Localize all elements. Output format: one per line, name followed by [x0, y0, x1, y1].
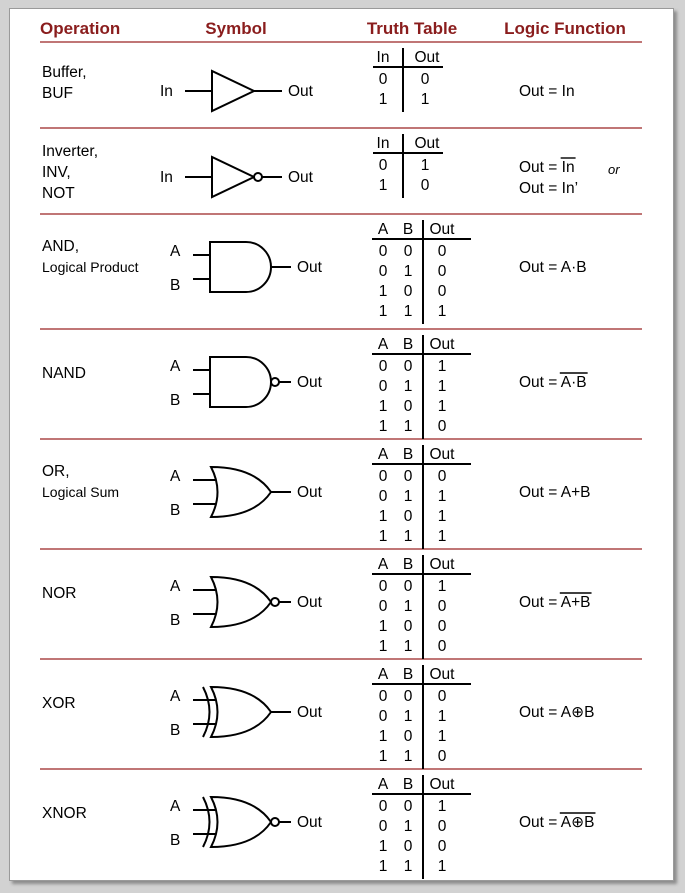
truth-table-cell: 1 — [437, 488, 447, 505]
logic-function — [519, 259, 587, 276]
truth-table-cell: 0 — [420, 71, 430, 88]
truth-table-cell: 1 — [378, 858, 388, 875]
truth-table-cell: 1 — [403, 418, 413, 435]
truth-table-cell: 0 — [403, 728, 413, 745]
output-label: Out — [297, 704, 322, 721]
truth-table-header: Out — [414, 135, 440, 152]
buffer-gate-icon — [160, 71, 314, 111]
truth-table-cell: 1 — [403, 378, 413, 395]
logic-function-expression — [519, 594, 591, 611]
truth-table-header: B — [402, 556, 414, 573]
truth-table-cell: 1 — [378, 283, 388, 300]
gate-row-buffer — [40, 48, 642, 128]
truth-table-header: B — [402, 776, 414, 793]
operation-name: Buffer, — [42, 64, 87, 81]
truth-table-cell: 0 — [420, 177, 430, 194]
truth-table-cell: 1 — [403, 528, 413, 545]
truth-table-cell: 0 — [403, 508, 413, 525]
xor-extra-curve — [203, 797, 210, 847]
operation-name: NOT — [42, 185, 75, 202]
truth-table-cell: 0 — [437, 243, 447, 260]
input-label-b: B — [170, 502, 181, 519]
function-prefix: Out = — [519, 259, 561, 276]
gate-row-xnor — [42, 775, 595, 879]
truth-table-cell: 1 — [378, 728, 388, 745]
truth-table — [373, 48, 443, 112]
gate-body — [212, 71, 254, 111]
function-expression: A⊕B — [560, 704, 595, 721]
header-logic-function: Logic Function — [504, 19, 626, 38]
logic-function-expression — [519, 374, 587, 391]
function-expression: A⊕B — [560, 814, 595, 831]
truth-table-cell: 1 — [437, 378, 447, 395]
logic-gates-reference-card — [9, 8, 674, 881]
truth-table-cell: 0 — [403, 468, 413, 485]
truth-table-cell: 0 — [437, 688, 447, 705]
truth-table-cell: 1 — [378, 418, 388, 435]
truth-table-header: In — [376, 135, 390, 152]
truth-table-cell: 0 — [437, 263, 447, 280]
truth-table-header: Out — [429, 776, 455, 793]
output-label: Out — [297, 814, 322, 831]
truth-table-cell: 0 — [378, 688, 388, 705]
logic-function — [519, 484, 591, 501]
truth-table — [372, 775, 471, 879]
gate-body — [211, 687, 271, 737]
function-expression: In’ — [561, 180, 579, 197]
function-prefix: Out = — [519, 83, 562, 100]
operation-subtitle: Logical Product — [42, 259, 139, 275]
truth-table-header: A — [377, 446, 389, 463]
truth-table-cell: 0 — [378, 71, 388, 88]
input-label-b: B — [170, 612, 181, 629]
truth-table-cell: 1 — [437, 358, 447, 375]
truth-table-cell: 0 — [378, 578, 388, 595]
logic-function — [519, 83, 575, 100]
or-gate-icon — [170, 467, 323, 519]
gate-row-xor — [40, 665, 642, 769]
truth-table-cell: 0 — [403, 243, 413, 260]
input-label: In — [160, 83, 173, 100]
truth-table-cell: 1 — [437, 528, 447, 545]
function-expression: A·B — [560, 374, 587, 391]
truth-table-header: A — [377, 336, 389, 353]
truth-table-cell: 1 — [437, 858, 447, 875]
truth-table-cell: 0 — [437, 418, 447, 435]
truth-table — [372, 665, 471, 769]
truth-table-cell: 1 — [437, 578, 447, 595]
truth-table-cell: 1 — [403, 488, 413, 505]
truth-table-header: A — [377, 776, 389, 793]
truth-table-header: Out — [429, 666, 455, 683]
truth-table-header: In — [376, 49, 390, 66]
nor-gate-icon — [170, 577, 323, 629]
function-prefix: Out = — [519, 180, 562, 197]
inverter-gate-icon — [160, 157, 314, 197]
truth-table-cell: 0 — [437, 283, 447, 300]
input-label-b: B — [170, 832, 181, 849]
truth-table-header: Out — [429, 336, 455, 353]
truth-table-cell: 0 — [378, 798, 388, 815]
truth-table-cell: 1 — [378, 508, 388, 525]
operation-name: XNOR — [42, 805, 87, 822]
truth-table-header: Out — [429, 221, 455, 238]
truth-table-cell: 0 — [437, 618, 447, 635]
truth-table-cell: 0 — [378, 708, 388, 725]
truth-table-cell: 1 — [403, 748, 413, 765]
truth-table-cell: 1 — [403, 708, 413, 725]
truth-table-cell: 1 — [378, 748, 388, 765]
function-prefix: Out = — [519, 484, 561, 501]
truth-table-cell: 0 — [403, 618, 413, 635]
truth-table-header: B — [402, 446, 414, 463]
truth-table-cell: 0 — [378, 468, 388, 485]
inversion-bubble — [254, 173, 262, 181]
xor-gate-icon — [170, 687, 323, 739]
function-expression: A·B — [560, 259, 587, 276]
input-label-a: A — [170, 468, 181, 485]
and-gate-icon — [170, 242, 323, 294]
function-prefix: Out = — [519, 159, 562, 176]
truth-table-cell: 0 — [403, 578, 413, 595]
inversion-bubble — [271, 378, 279, 386]
output-label: Out — [297, 594, 322, 611]
truth-table-cell: 0 — [403, 688, 413, 705]
truth-table-cell: 1 — [378, 618, 388, 635]
truth-table-cell: 1 — [378, 528, 388, 545]
output-label: Out — [288, 169, 313, 186]
gate-body — [210, 242, 271, 292]
function-expression: A+B — [560, 594, 591, 611]
truth-table-cell: 1 — [437, 708, 447, 725]
function-prefix: Out = — [519, 814, 561, 831]
truth-table-cell: 1 — [403, 858, 413, 875]
operation-name: NAND — [42, 365, 86, 382]
truth-table-header: A — [377, 556, 389, 573]
operation-name: Inverter, — [42, 143, 98, 160]
input-label-a: A — [170, 358, 181, 375]
function-prefix: Out = — [519, 374, 561, 391]
truth-table-cell: 1 — [378, 638, 388, 655]
truth-table-cell: 0 — [437, 598, 447, 615]
truth-table-header: Out — [414, 49, 440, 66]
header-symbol: Symbol — [205, 19, 267, 38]
truth-table-cell: 1 — [420, 91, 430, 108]
operation-name: AND, — [42, 238, 80, 255]
operation-name: XOR — [42, 695, 76, 712]
truth-table-cell: 1 — [378, 91, 388, 108]
truth-table-cell: 0 — [378, 378, 388, 395]
truth-table — [372, 335, 471, 439]
truth-table — [372, 445, 471, 549]
inversion-bubble — [271, 818, 279, 826]
truth-table-cell: 1 — [378, 398, 388, 415]
function-expression: In — [561, 83, 575, 100]
nand-gate-icon — [170, 357, 323, 409]
logic-function — [519, 593, 592, 611]
input-label-b: B — [170, 277, 181, 294]
output-label: Out — [297, 374, 322, 391]
truth-table-cell: 0 — [403, 358, 413, 375]
input-label-a: A — [170, 688, 181, 705]
truth-table-cell: 0 — [378, 818, 388, 835]
logic-function-expression — [519, 180, 578, 197]
truth-table-cell: 0 — [437, 468, 447, 485]
truth-table-cell: 0 — [437, 818, 447, 835]
truth-table-cell: 1 — [403, 818, 413, 835]
truth-table-cell: 1 — [403, 263, 413, 280]
truth-table-cell: 1 — [437, 508, 447, 525]
gate-row-nand — [40, 335, 642, 439]
gate-body — [212, 157, 254, 197]
output-label: Out — [288, 83, 313, 100]
input-label: In — [160, 169, 173, 186]
function-prefix: Out = — [519, 704, 561, 721]
header-operation: Operation — [40, 19, 121, 38]
logic-function-expression — [519, 814, 594, 831]
logic-function — [519, 704, 594, 721]
gate-body — [210, 357, 271, 407]
function-expression: In — [561, 159, 575, 176]
truth-table-header: A — [377, 221, 389, 238]
truth-table-cell: 1 — [378, 177, 388, 194]
logic-function-expression — [519, 704, 594, 721]
truth-table-cell: 0 — [403, 798, 413, 815]
header-truth-table: Truth Table — [366, 19, 458, 38]
truth-table-header: B — [402, 666, 414, 683]
truth-table-cell: 0 — [437, 838, 447, 855]
inversion-bubble — [271, 598, 279, 606]
operation-name: OR, — [42, 463, 70, 480]
truth-table — [372, 555, 471, 659]
function-note-or: or — [608, 162, 620, 177]
output-label: Out — [297, 484, 322, 501]
truth-table-cell: 1 — [403, 638, 413, 655]
gate-row-inverter — [40, 134, 642, 214]
logic-function-expression — [519, 159, 575, 176]
truth-table — [373, 134, 443, 198]
xor-extra-curve — [203, 687, 210, 737]
function-expression: A+B — [560, 484, 591, 501]
truth-table-cell: 0 — [378, 598, 388, 615]
input-label-a: A — [170, 798, 181, 815]
truth-table-header: Out — [429, 556, 455, 573]
gate-row-and — [40, 220, 642, 329]
input-label-a: A — [170, 243, 181, 260]
truth-table-cell: 1 — [403, 598, 413, 615]
truth-table-cell: 1 — [378, 303, 388, 320]
truth-table-header: B — [402, 336, 414, 353]
truth-table-cell: 0 — [378, 358, 388, 375]
logic-function-expression — [519, 259, 587, 276]
logic-function-expression — [519, 83, 575, 100]
logic-function — [519, 158, 620, 197]
truth-table-cell: 1 — [420, 157, 430, 174]
function-prefix: Out = — [519, 594, 561, 611]
gate-row-nor — [40, 555, 642, 659]
truth-table-cell: 0 — [378, 157, 388, 174]
truth-table-cell: 0 — [437, 748, 447, 765]
truth-table-cell: 1 — [437, 798, 447, 815]
truth-table-cell: 0 — [403, 283, 413, 300]
gate-body — [211, 467, 271, 517]
operation-name: NOR — [42, 585, 77, 602]
operation-subtitle: Logical Sum — [42, 484, 120, 500]
gate-row-or — [40, 445, 642, 549]
truth-table-cell: 0 — [378, 263, 388, 280]
truth-table-cell: 1 — [437, 398, 447, 415]
truth-table-cell: 1 — [378, 838, 388, 855]
xnor-gate-icon — [170, 797, 323, 849]
gate-body — [211, 797, 271, 847]
truth-table-cell: 0 — [403, 398, 413, 415]
truth-table-cell: 1 — [437, 728, 447, 745]
output-label: Out — [297, 259, 322, 276]
logic-function-expression — [519, 484, 591, 501]
truth-table-header: Out — [429, 446, 455, 463]
truth-table — [372, 220, 471, 324]
truth-table-cell: 0 — [403, 838, 413, 855]
input-label-a: A — [170, 578, 181, 595]
gate-rows — [40, 48, 642, 879]
truth-table-cell: 0 — [378, 488, 388, 505]
input-label-b: B — [170, 722, 181, 739]
operation-name: INV, — [42, 164, 71, 181]
operation-name: BUF — [42, 85, 73, 102]
logic-function — [519, 373, 588, 391]
truth-table-cell: 0 — [378, 243, 388, 260]
truth-table-header: B — [402, 221, 414, 238]
truth-table-cell: 0 — [437, 638, 447, 655]
input-label-b: B — [170, 392, 181, 409]
truth-table-cell: 1 — [403, 303, 413, 320]
truth-table-cell: 1 — [437, 303, 447, 320]
logic-gates-table — [10, 9, 673, 880]
gate-body — [211, 577, 271, 627]
truth-table-header: A — [377, 666, 389, 683]
logic-function — [519, 813, 595, 831]
